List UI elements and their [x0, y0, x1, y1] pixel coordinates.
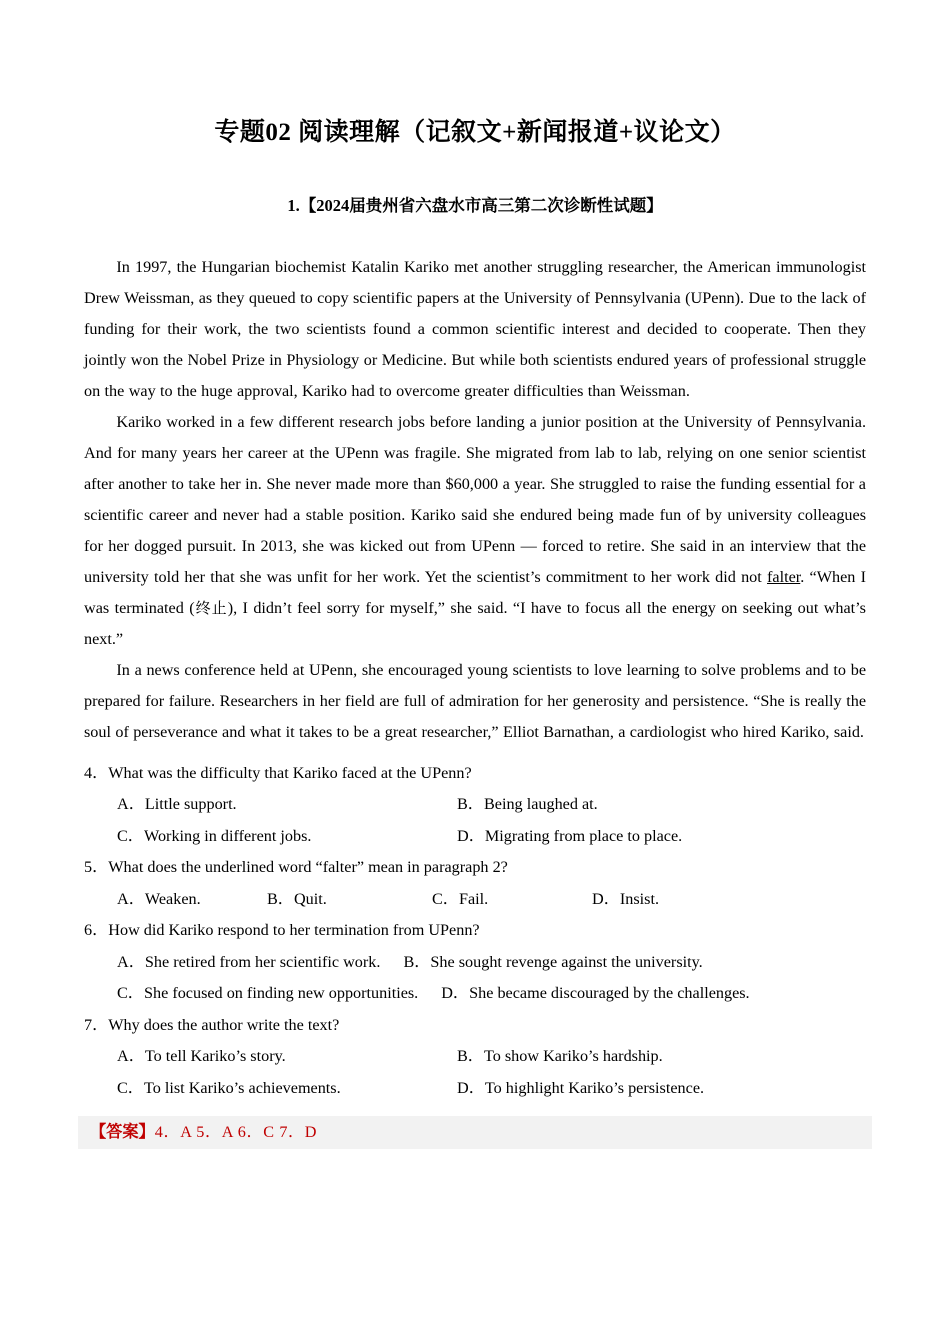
question-6-number: 6． [84, 921, 109, 940]
question-6-option-d[interactable] [441, 978, 749, 1010]
option-label: B． [457, 1047, 484, 1066]
chinese-gloss-zhongzhi: 终止 [194, 598, 228, 617]
question-7-stem [72, 1010, 878, 1042]
option-text: Little support. [144, 795, 237, 814]
question-5-options-row-1 [72, 884, 878, 916]
question-7 [72, 1010, 878, 1105]
option-text: Weaken. [144, 889, 201, 908]
question-4-options-row-2 [72, 821, 878, 853]
option-text: Working in different jobs. [143, 826, 312, 845]
option-label: D． [592, 889, 620, 908]
passage-paragraph-1 [84, 252, 866, 407]
passage-paragraph-2 [84, 407, 866, 655]
answer-key-values: 4．A 5．A 6．C 7．D [154, 1123, 318, 1142]
option-text: To highlight Kariko’s persistence. [484, 1078, 705, 1097]
paragraph-2-text-part-2: . “When I was terminated ( [84, 567, 867, 617]
question-6-text: How did Kariko respond to her termination from UPenn? [108, 921, 480, 940]
question-6-option-a[interactable] [117, 947, 380, 979]
option-text: She became discouraged by the challenges. [469, 984, 750, 1003]
question-4-option-d[interactable] [457, 821, 682, 853]
question-4-number: 4． [84, 763, 109, 782]
question-6-option-b[interactable] [403, 947, 702, 979]
reading-passage [84, 216, 866, 748]
paragraph-1-text: In 1997, the Hungarian biochemist Katalin Kariko met another struggling researcher, the American immunologist Drew Weissman, as they queued to copy scientific papers at the University of Pennsylvania (UPenn). Due to the lack of funding for their work, the two scientists found a common scientific interest and decided to cooperate. Then they jointly won the Nobel Prize in Physiology or Medicine. But while both scientists endured years of professional struggle on the way to the huge approval, Kariko had to overcome greater difficulties than Weissman. [84, 257, 866, 400]
option-text: Being laughed at. [483, 795, 598, 814]
option-text: She sought revenge against the university. [430, 952, 703, 971]
question-4-options-row-1 [72, 789, 878, 821]
question-4-option-a[interactable] [117, 789, 457, 821]
option-label: C． [432, 889, 459, 908]
question-4-text: What was the difficulty that Kariko faced at the UPenn? [108, 763, 472, 782]
option-label: D． [457, 1078, 485, 1097]
answer-key-label: 【答案】 [90, 1123, 155, 1142]
option-text: Insist. [619, 889, 660, 908]
question-7-number: 7． [84, 1015, 109, 1034]
option-text: Migrating from place to place. [484, 826, 683, 845]
question-5 [72, 852, 878, 915]
answer-key-band [78, 1116, 872, 1149]
option-text: She retired from her scientific work. [144, 952, 381, 971]
option-label: B． [457, 795, 484, 814]
option-text: To tell Kariko’s story. [144, 1047, 286, 1066]
question-4-option-b[interactable] [457, 789, 598, 821]
option-text: Fail. [458, 889, 489, 908]
question-4-stem [72, 758, 878, 790]
option-label: C． [117, 826, 144, 845]
question-4 [72, 758, 878, 853]
page-title: 专题02 阅读理解（记叙文+新闻报道+议论文） [214, 119, 736, 146]
question-list [72, 748, 878, 1105]
question-7-options-row-1 [72, 1041, 878, 1073]
option-label: B． [403, 952, 431, 971]
question-6-stem [72, 915, 878, 947]
question-5-stem [72, 852, 878, 884]
option-label: D． [441, 984, 470, 1003]
question-5-text: What does the underlined word “falter” mean in paragraph 2? [108, 858, 508, 877]
question-7-option-c[interactable] [117, 1073, 457, 1105]
question-6-option-c[interactable] [117, 978, 418, 1010]
question-7-text: Why does the author write the text? [108, 1015, 340, 1034]
passage-paragraph-3 [84, 655, 866, 748]
paragraph-3-text: In a news conference held at UPenn, she encouraged young scientists to love learning to solve problems and to be prepared for failure. Researchers in her field are full of admiration for her generosity and persistence. “She is really the soul of perseverance and what it takes to be a great researcher,” Elliot Barnathan, a cardiologist who hired Kariko, said. [84, 660, 866, 741]
question-4-option-c[interactable] [117, 821, 457, 853]
option-label: C． [117, 1078, 144, 1097]
question-6-options-row-2 [72, 978, 878, 1010]
option-label: A． [117, 952, 145, 971]
question-6 [72, 915, 878, 1010]
option-label: C． [117, 984, 144, 1003]
paragraph-2-text-part-3: ), I didn’t feel sorry for myself,” she said. “I have to focus all the energy on seeking out what’s next.” [84, 598, 866, 648]
option-label: B． [267, 889, 294, 908]
question-5-option-b[interactable] [267, 884, 432, 916]
question-7-options-row-2 [72, 1073, 878, 1105]
paragraph-2-text-part-1: Kariko worked in a few different research jobs before landing a junior position at the University of Pennsylvania. And for many years her career at the UPenn was fragile. She migrated from lab to lab, relying on one senior scientist after another to take her in. She never made more than $60,000 a year. She struggled to raise the funding essential for a scientific career and never had a stable position. Kariko said she endured being made fun of by university colleagues for her dogged pursuit. In 2013, she was kicked out from UPenn — forced to retire. She said in an interview that the university told her that she was unfit for her work. Yet the scientist’s commitment to her work did not [84, 412, 866, 586]
question-5-option-a[interactable] [117, 884, 267, 916]
question-7-option-d[interactable] [457, 1073, 704, 1105]
question-6-options-row-1 [72, 947, 878, 979]
question-5-option-d[interactable] [592, 884, 659, 916]
underlined-word-falter: falter [767, 567, 801, 586]
option-text: She focused on finding new opportunities. [143, 984, 419, 1003]
question-7-option-a[interactable] [117, 1041, 457, 1073]
option-label: A． [117, 889, 145, 908]
question-5-number: 5． [84, 858, 109, 877]
question-7-option-b[interactable] [457, 1041, 663, 1073]
exam-source-heading: 1.【2024届贵州省六盘水市高三第二次诊断性试题】 [287, 196, 663, 215]
option-text: To list Kariko’s achievements. [143, 1078, 341, 1097]
option-label: A． [117, 795, 145, 814]
option-text: Quit. [293, 889, 327, 908]
option-label: A． [117, 1047, 145, 1066]
question-5-option-c[interactable] [432, 884, 592, 916]
option-label: D． [457, 826, 485, 845]
option-text: To show Kariko’s hardship. [483, 1047, 663, 1066]
